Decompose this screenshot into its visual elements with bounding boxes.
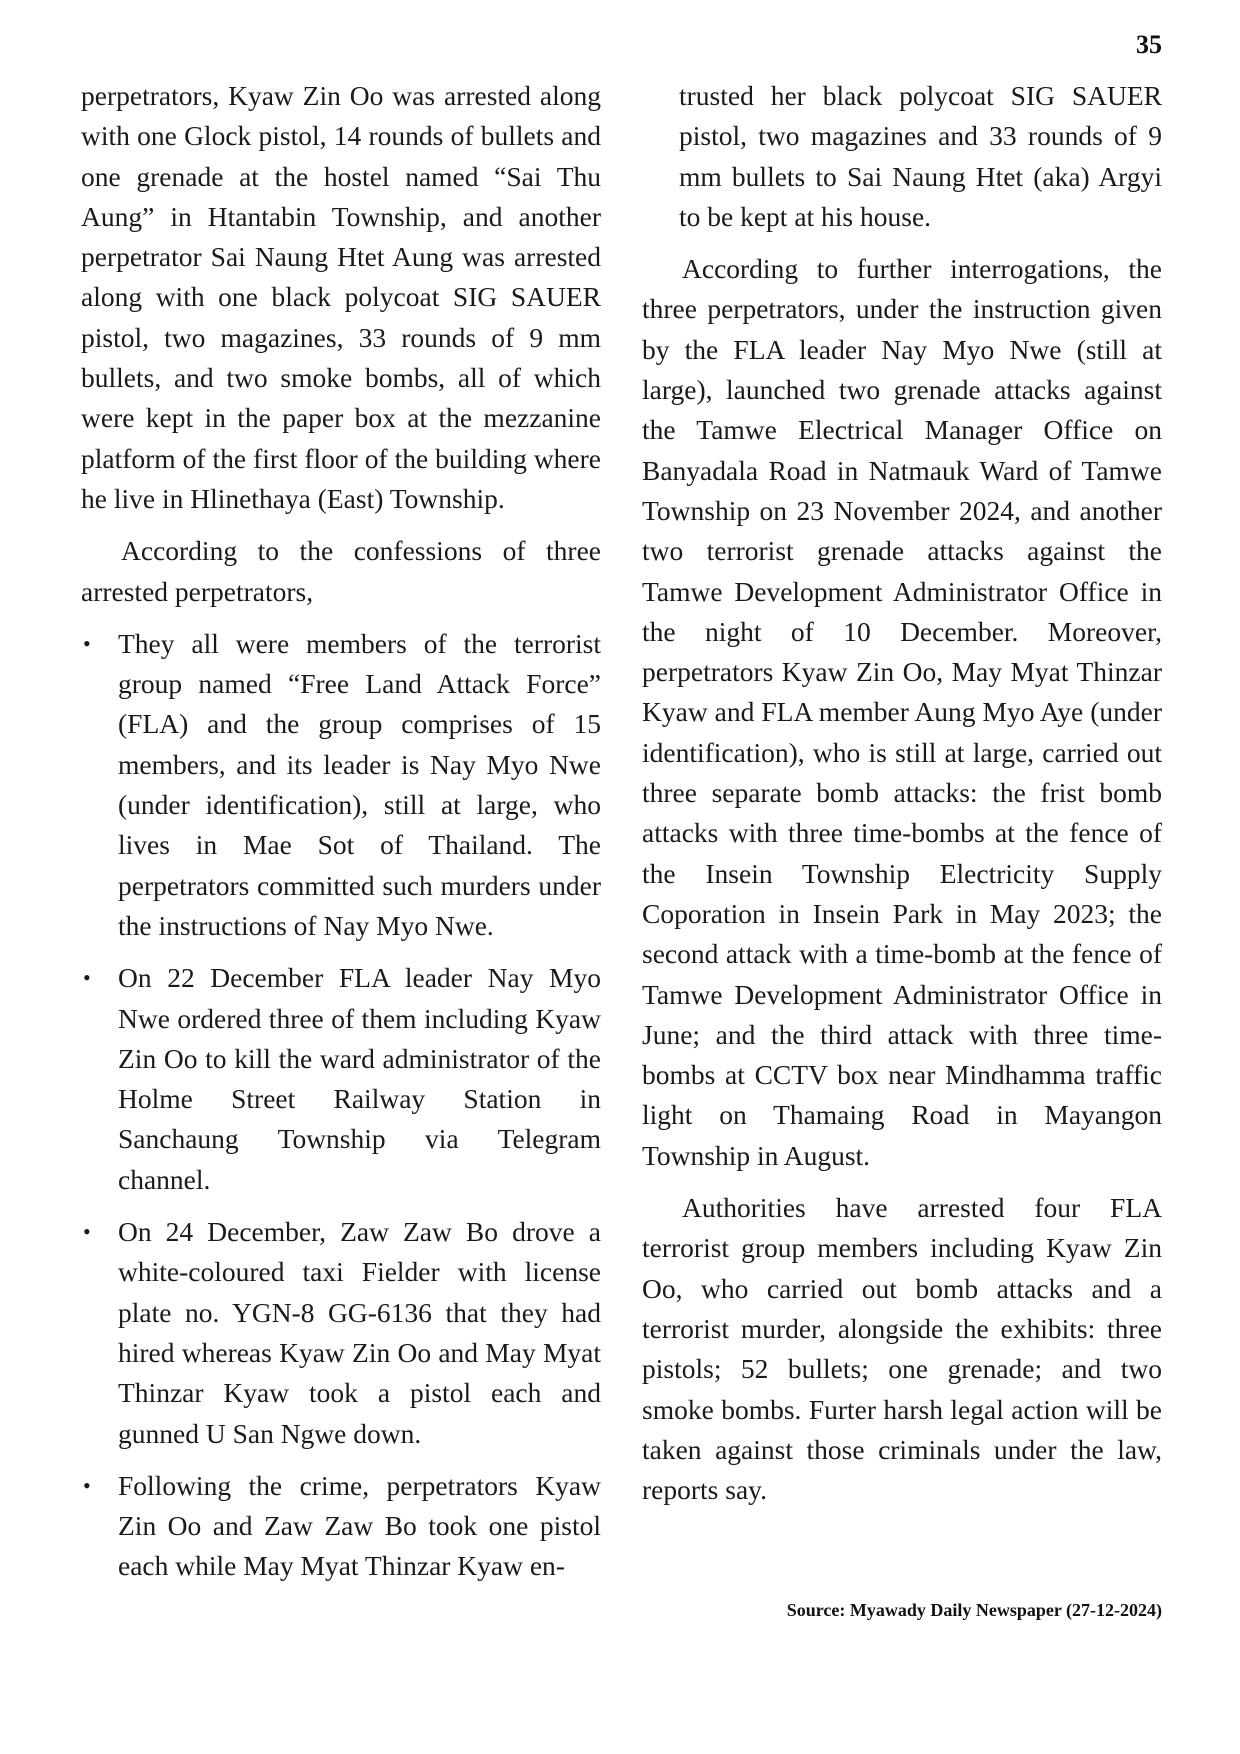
confessions-bullet-list	[81, 624, 601, 1587]
bullet-item	[81, 1212, 601, 1454]
source-citation: Source: Myawady Daily Newspaper (27-12-2024)	[786, 1600, 1162, 1620]
confessions-lead-paragraph: According to the confessions of three arrested perpetrators,	[81, 535, 601, 607]
bullet-text: Following the crime, perpetrators Kyaw Zin Oo and Zaw Zaw Bo took one pistol each while May Myat Thinzar Kyaw en-	[118, 1469, 601, 1582]
bullet-icon: •	[83, 965, 91, 991]
bullet-icon: •	[83, 1472, 91, 1498]
bullet-icon: •	[83, 1219, 91, 1245]
page-number: 35	[1136, 30, 1162, 59]
continuation-paragraph: trusted her black polycoat SIG SAUER pistol, two magazines and 33 rounds of 9 mm bullets to Sai Naung Htet (aka) Argyi to be kept at his house.	[679, 80, 1162, 232]
bullet-text: On 22 December FLA leader Nay Myo Nwe ordered three of them including Kyaw Zin Oo to kill the ward administrator of the Holme Street Railway Station in Sanchaung Township via Telegram channel.	[118, 962, 601, 1195]
bullet-item	[81, 958, 601, 1200]
bullet-icon: •	[83, 630, 91, 656]
right-column	[642, 76, 1162, 1522]
bullet-text: They all were members of the terrorist group named “Free Land Attack Force” (FLA) and the group comprises of 15 members, and its leader is Nay Myo Nwe (under identification), still at large, who lives in Mae Sot of Thailand. The perpetrators committed such murders under the instructions of Nay Myo Nwe.	[118, 627, 601, 941]
bullet-item	[81, 624, 601, 946]
left-column	[81, 76, 601, 1599]
intro-paragraph: perpetrators, Kyaw Zin Oo was arrested along with one Glock pistol, 14 rounds of bullets and one grenade at the hostel named “Sai Thu Aung” in Htantabin Township, and another perpetrator Sai Naung Htet Aung was arrested along with one black polycoat SIG SAUER pistol, two magazines, 33 rounds of 9 mm bullets, and two smoke bombs, all of which were kept in the paper box at the mezzanine platform of the first floor of the building where he live in Hlinethaya (East) Township.	[81, 80, 601, 514]
interrogation-paragraph: According to further interrogations, the three perpetrators, under the instruction given by the FLA leader Nay Myo Nwe (still at large), launched two grenade attacks against the Tamwe Electrical Manager Office on Banyadala Road in Natmauk Ward of Tamwe Township on 23 November 2024, and another two terrorist grenade attacks against the Tamwe Development Administrator Office in the night of 10 December. Moreover, perpetrators Kyaw Zin Oo, May Myat Thinzar Kyaw and FLA member Aung Myo Aye (under identification), who is still at large, carried out three separate bomb attacks: the frist bomb attacks with three time-bombs at the fence of the Insein Township Electricity Supply Coporation in Insein Park in May 2023; the second attack with a time-bomb at the fence of Tamwe Development Administrator Office in June; and the third attack with three time-bombs at CCTV box near Mindhamma traffic light on Thamaing Road in Mayangon Township in August.	[642, 253, 1162, 1171]
bullet-text: On 24 December, Zaw Zaw Bo drove a white-coloured taxi Fielder with license plate no. YGN-8 GG-6136 that they had hired whereas Kyaw Zin Oo and May Myat Thinzar Kyaw took a pistol each and gunned U San Ngwe down.	[118, 1216, 601, 1449]
authorities-paragraph: Authorities have arrested four FLA terrorist group members including Kyaw Zin Oo, who carried out bomb attacks and a terrorist murder, alongside the exhibits: three pistols; 52 bullets; one grenade; and two smoke bombs. Furter harsh legal action will be taken against those criminals under the law, reports say.	[642, 1192, 1162, 1506]
bullet-item	[81, 1466, 601, 1587]
